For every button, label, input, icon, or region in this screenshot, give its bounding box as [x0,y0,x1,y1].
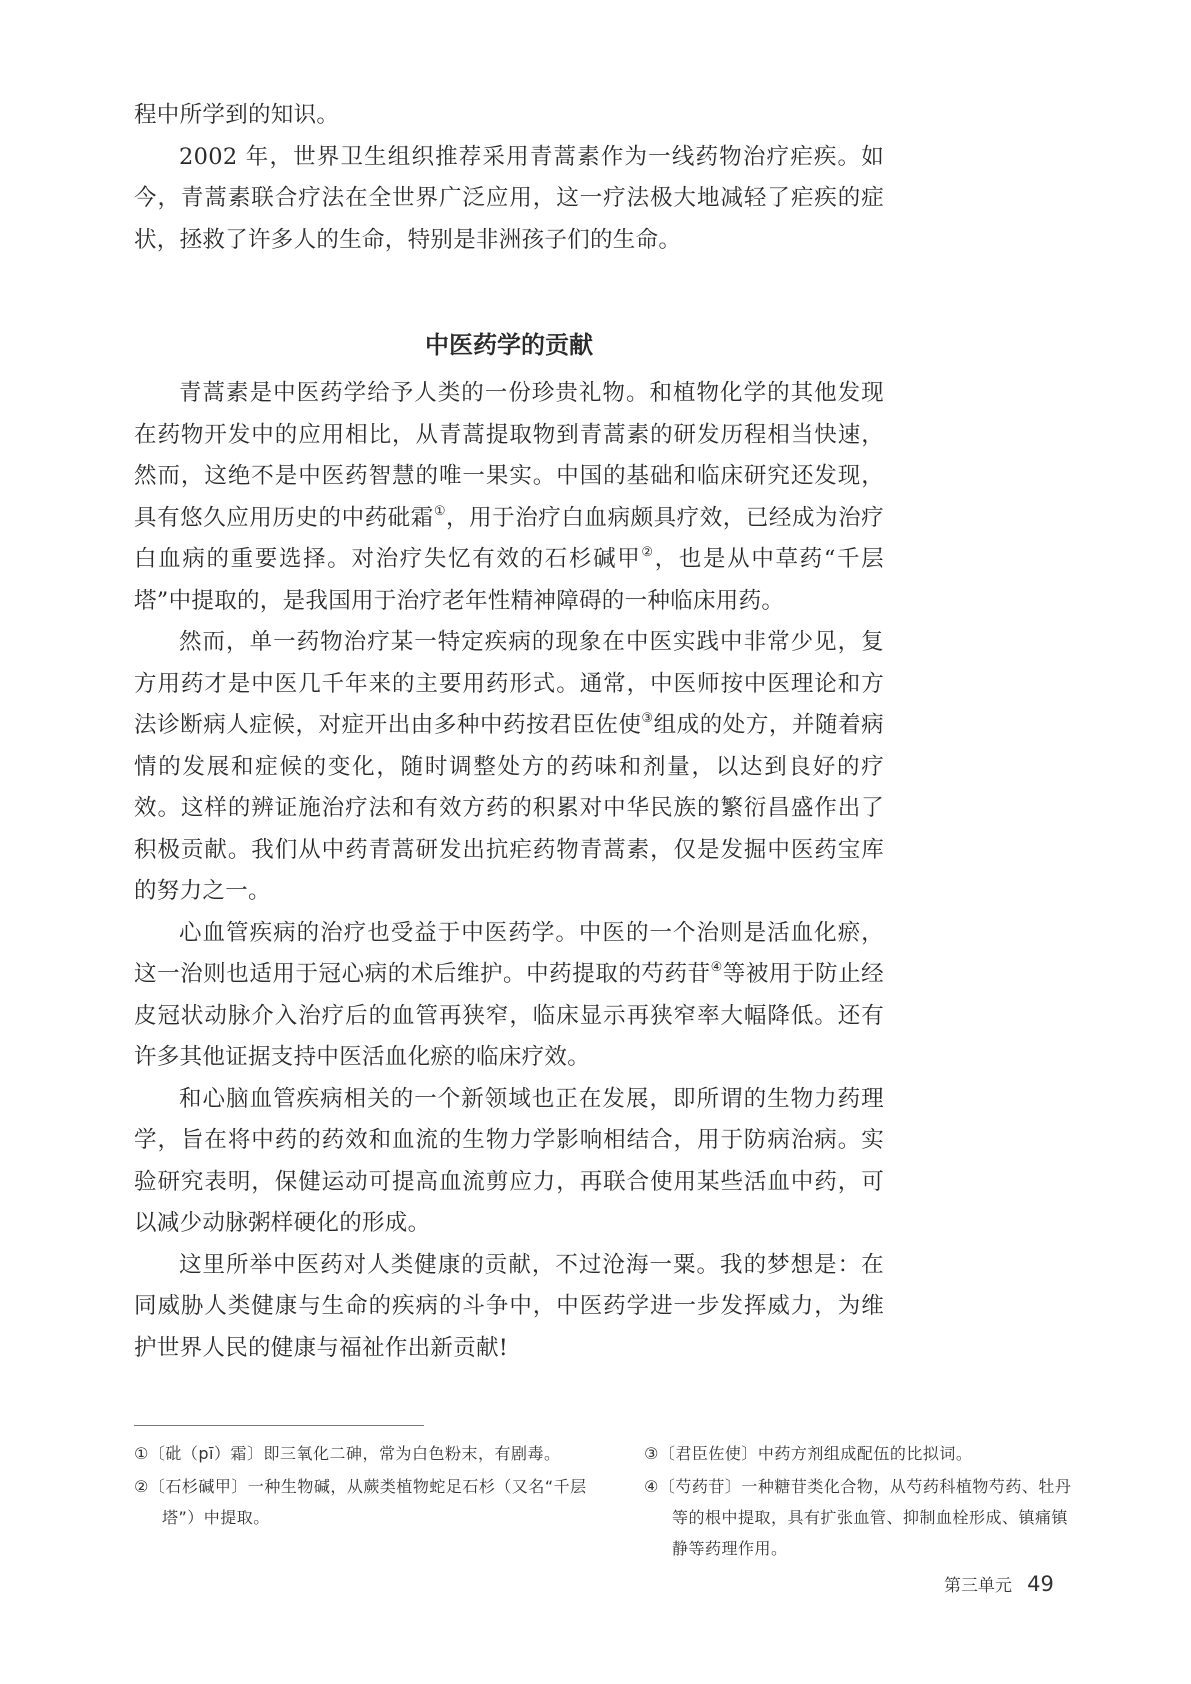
intro-text [134,95,884,261]
unit-label: 第三单元 [944,1576,1012,1596]
paragraph-text: 组成的处方，并随着病情的发展和症候的变化，随时调整处方的药味和剂量，以达到良好的疗效。这样的辨证施治疗法和有效方药的积累对中华民族的繁衍昌盛作出了积极贡献。我们从中药青蒿研发出抗疟药物青蒿素，仅是发掘中医药宝库的努力之一。 [134,712,884,904]
footnote-4: ④〔芍药苷〕一种糖苷类化合物，从芍药科植物芍药、牡丹等的根中提取，具有扩张血管、抑制血栓形成、镇痛镇静等药理作用。 [644,1477,1072,1558]
paragraph-biomechanical-pharmacology: 和心脑血管疾病相关的一个新领域也正在发展，即所谓的生物力药理学，旨在将中药的药效和血流的生物力学影响相结合，用于防病治病。实验研究表明，保健运动可提高血流剪应力，再联合使用某些活血中药，可以减少动脉粥样硬化的形成。 [134,1085,884,1236]
footnote-marker-2[interactable]: ② [641,545,655,560]
footnote-3: ③〔君臣佐使〕中药方剂组成配伍的比拟词。 [644,1444,973,1463]
footnote-2: ②〔石杉碱甲〕一种生物碱，从蕨类植物蛇足石杉（又名“千层塔”）中提取。 [134,1477,587,1527]
paragraph-text: 等被用于防止经皮冠状动脉介入治疗后的血管再狭窄，临床显示再狭窄率大幅降低。还有许多其他证据支持中医活血化瘀的临床疗效。 [134,961,884,1070]
paragraph-text: 青蒿素是中医药学给予人类的一份珍贵礼物。和植物化学的其他发现在药物开发中的应用相比，从青蒿提取物到青蒿素的研发历程相当快速，然而，这绝不是中医药智慧的唯一果实。中国的基础和临床研究还发现，具有悠久应用历史的中药砒霜 [134,380,884,531]
paragraph-artemisinin-gift [134,373,884,622]
paragraph-text: ，用于治疗白血病颇具疗效，已经成为治疗白血病的重要选择。对治疗失忆有效的石杉碱甲 [134,504,884,572]
paragraph-dream: 这里所举中医药对人类健康的贡献，不过沧海一粟。我的梦想是：在同威胁人类健康与生命的疾病的斗争中，中医药学进一步发挥威力，为维护世界人民的健康与福祉作出新贡献! [134,1251,884,1361]
footnote-divider [134,1425,424,1426]
footnotes-left [134,1438,589,1535]
paragraph-compound-prescription [134,622,884,913]
paragraph-continuation: 程中所学到的知识。 [134,102,340,128]
footnote-marker-4[interactable]: ④ [710,960,723,975]
section-title: 中医药学的贡献 [425,331,593,359]
page-number: 49 [1027,1572,1054,1596]
paragraph-text: 心血管疾病的治疗也受益于中医药学。中医的一个治则是活血化瘀，这一治则也适用于冠心病的术后维护。中药提取的芍药苷 [134,919,884,987]
paragraph-cardiovascular [134,913,884,1079]
page-footer [944,1571,1054,1596]
footnote-marker-3[interactable]: ③ [641,711,654,726]
footnotes-right [644,1438,1084,1566]
main-text [134,373,884,1369]
footnote-1: ①〔砒（pī）霜〕即三氧化二砷，常为白色粉末，有剧毒。 [134,1444,561,1463]
footnote-marker-1[interactable]: ① [433,503,447,519]
paragraph-text: ，也是从中草药“千层塔”中提取的，是我国用于治疗老年性精神障碍的一种临床用药。 [134,546,884,614]
paragraph-text: 然而，单一药物治疗某一特定疾病的现象在中医实践中非常少见，复方用药才是中医几千年来的主要用药形式。通常，中医师按中医理论和方法诊断病人症候，对症开出由多种中药按君臣佐使 [134,629,884,738]
paragraph-who-2002: 2002 年，世界卫生组织推荐采用青蒿素作为一线药物治疗疟疾。如今，青蒿素联合疗法在全世界广泛应用，这一疗法极大地减轻了疟疾的症状，拯救了许多人的生命，特别是非洲孩子们的生命。 [134,143,884,253]
